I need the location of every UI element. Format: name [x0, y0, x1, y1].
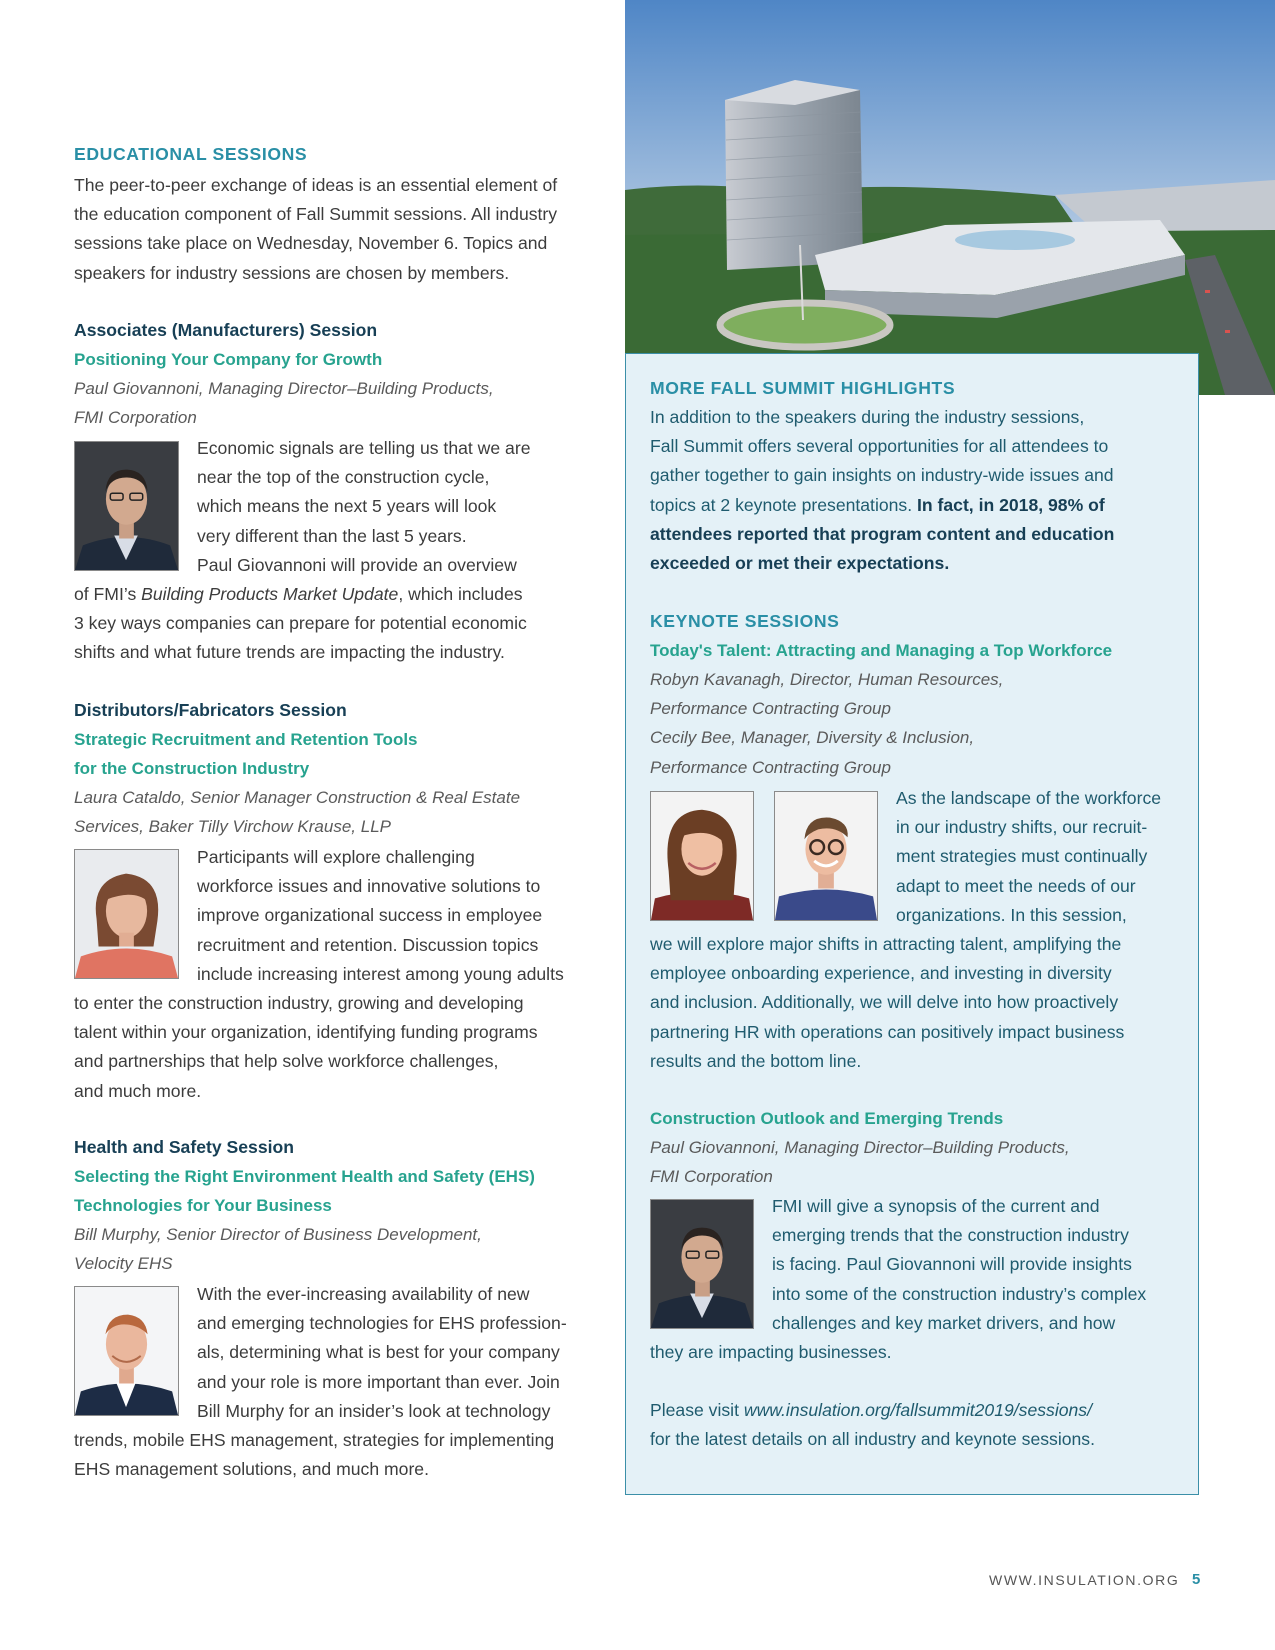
health-safety-session-heading: Health and Safety Session [74, 1137, 294, 1157]
associates-session-heading: Associates (Manufacturers) Session [74, 320, 378, 340]
speaker-photo-laura-cataldo [74, 849, 179, 979]
health-safety-session-title: Selecting the Right Environment Health and Safety (EHS) Technologies for Your Business [74, 1167, 535, 1216]
health-safety-session-speaker: Bill Murphy, Senior Director of Business Development, Velocity EHS [74, 1225, 482, 1274]
distributors-session-body-side: Participants will explore challenging workforce issues and innovative solutions to improve organizational success in employee recruitment and retention. Discussion topics include increasing interest among young adults [197, 847, 564, 984]
page-number: 5 [1192, 1571, 1201, 1588]
outlook-body-full: they are impacting businesses. [650, 1342, 892, 1362]
speaker-photo-paul-giovannoni [74, 441, 179, 571]
outlook-speaker: Paul Giovannoni, Managing Director–Building Products, FMI Corporation [650, 1138, 1070, 1187]
distributors-session-speaker: Laura Cataldo, Senior Manager Construction & Real Estate Services, Baker Tilly Virchow Krause, LLP [74, 788, 521, 837]
outlook-body-side: FMI will give a synopsis of the current and emerging trends that the construction industry is facing. Paul Giovannoni will provide insights into some of the construction industry’s complex challenges and key market drivers, and how [772, 1196, 1147, 1333]
keynote-speakers: Robyn Kavanagh, Director, Human Resources, Performance Contracting Group Cecily Bee, Manager, Diversity & Inclusion, Performance Contracting Group [650, 670, 1004, 777]
speaker-photo-bill-murphy [74, 1286, 179, 1416]
highlights-heading: MORE FALL SUMMIT HIGHLIGHTS [650, 378, 956, 398]
visit-website-note: Please visit www.insulation.org/fallsummit2019/sessions/ for the latest details on all industry and keynote sessions. [650, 1400, 1095, 1450]
keynote-body-side: As the landscape of the workforce in our industry shifts, our recruit- ment strategies must continually adapt to meet the needs of our organizations. In this session, [896, 788, 1162, 925]
speaker-photo-paul-giovannoni-2 [650, 1199, 754, 1329]
health-safety-session-body-full: trends, mobile EHS management, strategies for implementing EHS management solutions, and much more. [74, 1430, 555, 1480]
distributors-session-heading: Distributors/Fabricators Session [74, 700, 347, 720]
sessions-link[interactable]: www.insulation.org/fallsummit2019/sessions/ [743, 1400, 1092, 1420]
keynote-body-full: we will explore major shifts in attracting talent, amplifying the employee onboarding experience, and investing in diversity and inclusion. Additionally, we will delve into how proactively partnering HR with operations can positively impact business results and the bottom line. [650, 934, 1125, 1071]
speaker-photo-cecily-bee [774, 791, 878, 921]
keynote-title: Today's Talent: Attracting and Managing a Top Workforce [650, 641, 1113, 660]
distributors-session-title: Strategic Recruitment and Retention Tools for the Construction Industry [74, 730, 418, 779]
footer-website: WWW.INSULATION.ORG [989, 1572, 1180, 1588]
associates-session-speaker: Paul Giovannoni, Managing Director–Building Products, FMI Corporation [74, 379, 494, 428]
outlook-title: Construction Outlook and Emerging Trends [650, 1109, 1004, 1128]
speaker-photo-robyn-kavanagh [650, 791, 754, 921]
associates-session-title: Positioning Your Company for Growth [74, 350, 383, 369]
venue-hero-photo [625, 0, 1275, 395]
educational-sessions-body: The peer-to-peer exchange of ideas is an essential element of the education component of Fall Summit sessions. All industry sessions take place on Wednesday, November 6. Topics and speakers for industry sessions are chosen by members. [74, 175, 558, 283]
health-safety-session-body-side: With the ever-increasing availability of new and emerging technologies for EHS profession- als, determining what is best for your company and your role is more important than ever. Join Bill Murphy for an insider’s look at technology [197, 1284, 567, 1421]
educational-sessions-heading: EDUCATIONAL SESSIONS [74, 144, 308, 164]
keynote-heading: KEYNOTE SESSIONS [650, 611, 840, 631]
associates-session-body-side: Economic signals are telling us that we are near the top of the construction cycle, which means the next 5 years will look very different than the last 5 years. Paul Giovannoni will provide an overview [197, 438, 531, 575]
distributors-session-body-full: to enter the construction industry, growing and developing talent within your organization, identifying funding programs and partnerships that help solve workforce challenges, and much more. [74, 993, 538, 1101]
highlights-body: In addition to the speakers during the industry sessions, Fall Summit offers several opportunities for all attendees to gather together to gain insights on industry-wide issues and topics at 2 keynote presentations. In fact, in 2018, 98% of attendees reported that program content and education exceeded or met their expectations. [650, 407, 1115, 574]
associates-session-body-full: of FMI’s Building Products Market Update, which includes 3 key ways companies can prepare for potential economic shifts and what future trends are impacting the industry. [74, 584, 527, 663]
